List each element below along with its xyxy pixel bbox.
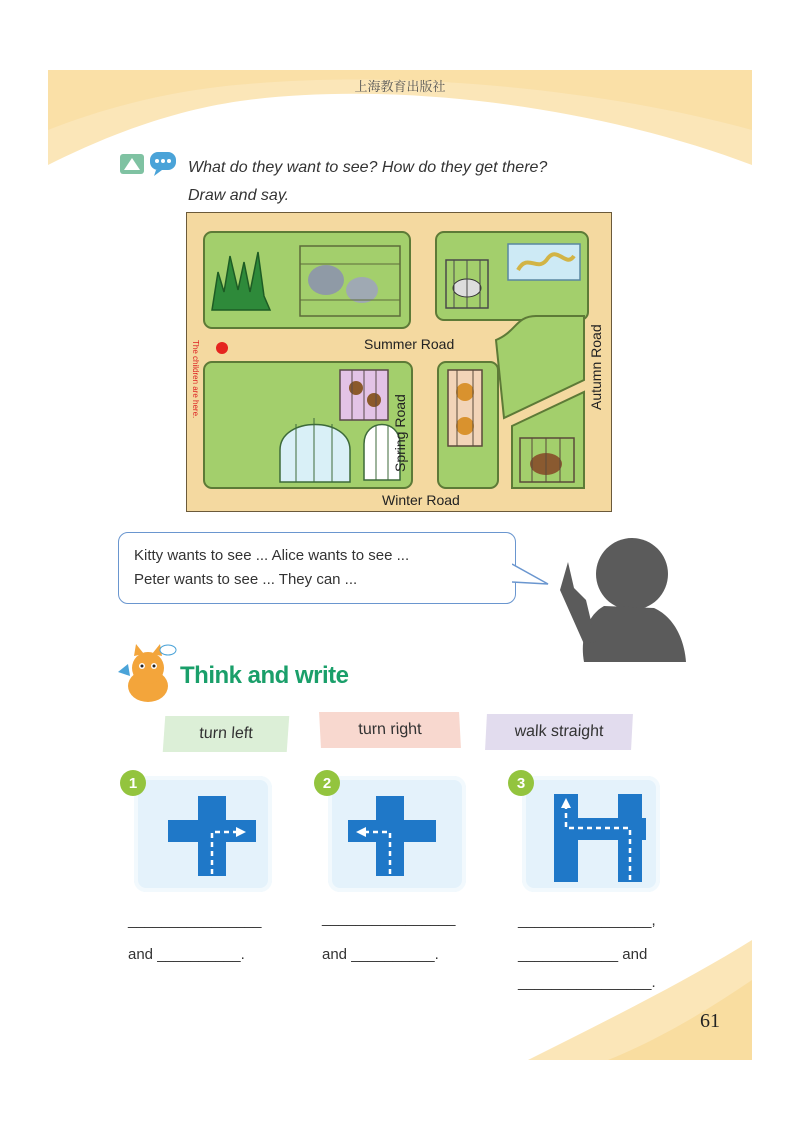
answer-line-1a[interactable]: ________________ — [128, 912, 262, 929]
monkey-cage-icon — [340, 370, 388, 420]
speech-text — [134, 544, 409, 592]
speech-line-2: Peter wants to see ... They can ... — [134, 571, 358, 588]
phrase-label: walk straight — [514, 723, 604, 740]
crossroad-turn-left-icon — [328, 776, 466, 892]
spring-road-label: Spring Road — [392, 394, 408, 472]
cat-mascot-icon — [114, 642, 178, 706]
instruction-line-2: Draw and say. — [188, 187, 290, 204]
answer-line-3c[interactable]: ________________. — [518, 974, 656, 991]
answer-line-3a[interactable]: ________________, — [518, 912, 656, 929]
child-silhouette-icon — [546, 532, 686, 662]
start-note: The children are here. — [191, 340, 200, 419]
activity-instruction — [188, 154, 547, 210]
phrase-chip-turn-left — [163, 716, 290, 752]
phrase-chip-walk-straight — [485, 714, 633, 750]
textbook-page — [48, 70, 752, 1060]
exercise-card-3 — [522, 776, 660, 892]
phrase-chip-turn-right — [319, 712, 461, 748]
exercise-number-2: 2 — [314, 770, 340, 796]
lion-cage-icon — [448, 370, 482, 446]
exercise-card-2 — [328, 776, 466, 892]
instruction-line-1: What do they want to see? How do they get there? — [188, 159, 548, 176]
answer-line-2b[interactable]: and __________. — [322, 946, 439, 963]
summer-road-label: Summer Road — [364, 336, 455, 352]
autumn-road-label: Autumn Road — [588, 324, 604, 410]
speech-line-1: Kitty wants to see ... Alice wants to see ... — [134, 547, 410, 564]
crossroad-turn-right-icon — [134, 776, 272, 892]
answer-line-3b[interactable]: ____________ and — [518, 946, 648, 963]
publisher-name: 上海教育出版社 — [354, 80, 446, 95]
phrase-label: turn right — [357, 721, 422, 738]
exercise-number-3: 3 — [508, 770, 534, 796]
answer-line-2a[interactable]: ________________ — [322, 910, 456, 927]
winter-road-label: Winter Road — [382, 492, 460, 508]
draw-speak-icon — [118, 150, 180, 178]
exercise-card-1 — [134, 776, 272, 892]
page-number: 61 — [700, 1010, 720, 1032]
zoo-map — [186, 212, 612, 512]
section-title: Think and write — [180, 662, 349, 689]
phrase-label: turn left — [198, 725, 254, 742]
crossroad-walk-straight-icon — [522, 776, 660, 892]
start-marker — [216, 342, 228, 354]
snake-tank-icon — [508, 244, 580, 280]
exercise-number-1: 1 — [120, 770, 146, 796]
answer-line-1b[interactable]: and __________. — [128, 946, 245, 963]
